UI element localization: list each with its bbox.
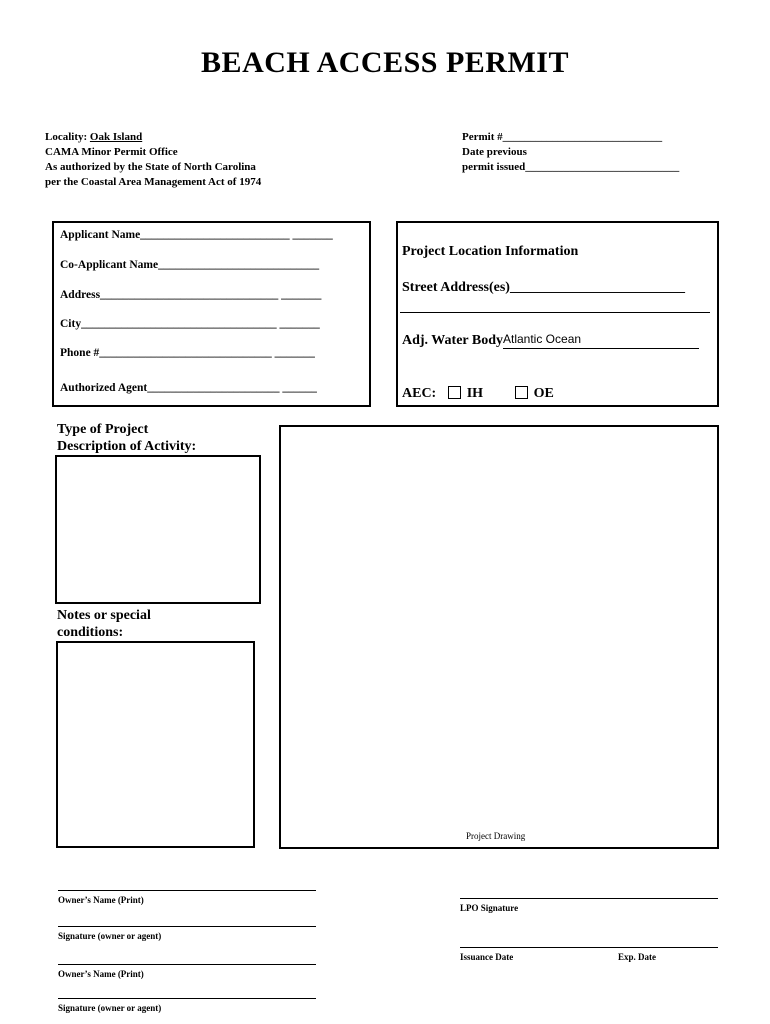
co-applicant-name-field[interactable]: Co-Applicant Name____________________________ (60, 259, 320, 271)
type-heading-line1: Type of Project (57, 422, 149, 437)
lpo-signature-line[interactable] (460, 898, 718, 899)
applicant-name-field[interactable]: Applicant Name__________________________ _______ (60, 229, 333, 241)
notes-box[interactable] (56, 641, 255, 848)
act-line: per the Coastal Area Management Act of 1974 (45, 176, 262, 188)
address-field[interactable]: Address_______________________________ _______ (60, 289, 322, 301)
permit-number-field[interactable]: Permit #_____________________________ (462, 131, 663, 143)
type-heading-line2: Description of Activity: (57, 439, 197, 454)
permit-issued-field[interactable]: permit issued____________________________ (462, 161, 680, 173)
city-field[interactable]: City__________________________________ _______ (60, 318, 320, 330)
phone-field[interactable]: Phone #______________________________ _______ (60, 347, 315, 359)
aec-label: AEC: (402, 386, 437, 401)
description-of-activity-box[interactable] (55, 455, 261, 604)
authorized-agent-field[interactable]: Authorized Agent_______________________ ______ (60, 382, 317, 394)
street-address-line-2[interactable] (400, 312, 710, 313)
header-left (45, 130, 261, 190)
project-location-heading: Project Location Information (402, 244, 579, 259)
notes-heading (57, 607, 151, 641)
street-address-field[interactable]: Street Address(es)_________________________ (402, 280, 685, 295)
issuance-exp-line[interactable] (460, 947, 718, 948)
notes-heading-line1: Notes or special (57, 608, 151, 623)
signature-line-2[interactable] (58, 998, 316, 999)
lpo-signature-label: LPO Signature (460, 903, 519, 913)
notes-heading-line2: conditions: (57, 625, 124, 640)
oe-checkbox[interactable] (515, 386, 528, 399)
type-of-project-heading (57, 421, 196, 455)
office-line: CAMA Minor Permit Office (45, 146, 178, 158)
ih-label: IH (466, 386, 484, 401)
water-body-label: Adj. Water Body (402, 333, 503, 348)
owner-name-line-2[interactable] (58, 964, 316, 965)
oe-label: OE (533, 386, 554, 401)
exp-date-label: Exp. Date (618, 952, 656, 962)
signature-label-1: Signature (owner or agent) (58, 931, 162, 941)
signature-line-1[interactable] (58, 926, 316, 927)
applicant-box (52, 221, 371, 407)
locality-value: Oak Island (89, 131, 143, 143)
aec-row (402, 386, 554, 402)
project-drawing-box[interactable] (279, 425, 719, 849)
page-title: BEACH ACCESS PERMIT (201, 46, 569, 79)
ih-checkbox[interactable] (448, 386, 461, 399)
water-body-field[interactable] (402, 333, 699, 350)
owner-name-line-1[interactable] (58, 890, 316, 891)
water-body-value: Atlantic Ocean (503, 332, 582, 346)
signature-label-2: Signature (owner or agent) (58, 1003, 162, 1013)
date-previous-label: Date previous (462, 146, 527, 158)
locality-label: Locality: (45, 131, 88, 143)
owner-name-label-2: Owner’s Name (Print) (58, 969, 144, 979)
issuance-date-label: Issuance Date (460, 952, 514, 962)
owner-name-label-1: Owner’s Name (Print) (58, 895, 144, 905)
authority-line: As authorized by the State of North Carolina (45, 161, 256, 173)
project-drawing-caption: Project Drawing (466, 831, 526, 841)
header-right (462, 130, 679, 175)
